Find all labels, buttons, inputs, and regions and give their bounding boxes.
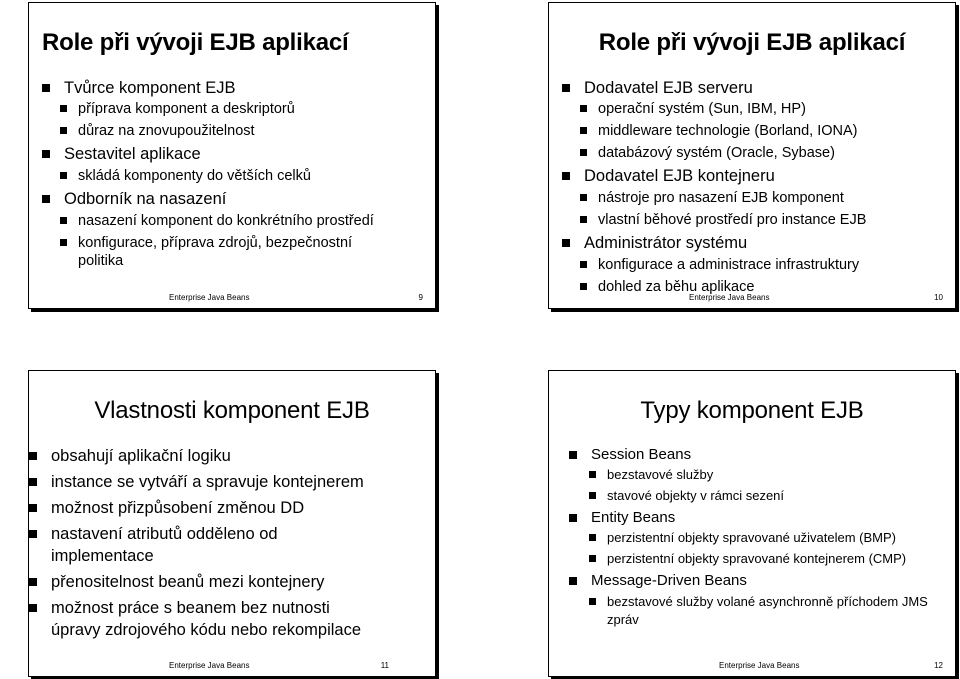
list-item: perzistentní objekty spravované uživatelem (BMP) bbox=[589, 529, 896, 547]
page-number: 9 bbox=[418, 293, 423, 302]
list-item-continuation: politika bbox=[78, 253, 124, 269]
bullet-icon bbox=[42, 84, 50, 92]
list-item: Administrátor systému bbox=[562, 233, 747, 253]
bullet-icon bbox=[569, 514, 577, 522]
list-item: přenositelnost beanů mezi kontejnery bbox=[29, 572, 324, 592]
list-item: Tvůrce komponent EJB bbox=[42, 78, 236, 98]
bullet-icon bbox=[562, 84, 570, 92]
bullet-icon bbox=[569, 577, 577, 585]
list-item: důraz na znovupoužitelnost bbox=[60, 122, 255, 140]
bullet-icon bbox=[562, 172, 570, 180]
list-item: instance se vytváří a spravuje kontejnerem bbox=[29, 472, 364, 492]
list-item: příprava komponent a deskriptorů bbox=[60, 100, 295, 118]
bullet-icon bbox=[562, 239, 570, 247]
list-item: Session Beans bbox=[569, 445, 691, 465]
slide-footer: Enterprise Java Beans bbox=[169, 293, 250, 302]
page-number: 12 bbox=[934, 661, 943, 670]
bullet-icon bbox=[29, 478, 37, 486]
list-item: konfigurace, příprava zdrojů, bezpečnostní bbox=[60, 234, 352, 252]
bullet-icon bbox=[29, 530, 37, 538]
bullet-icon bbox=[580, 261, 587, 268]
list-item: vlastní běhové prostředí pro instance EJB bbox=[580, 211, 866, 229]
bullet-icon bbox=[589, 555, 596, 562]
list-item: dohled za běhu aplikace bbox=[580, 278, 754, 296]
bullet-icon bbox=[42, 195, 50, 203]
bullet-icon bbox=[60, 217, 67, 224]
bullet-icon bbox=[589, 598, 596, 605]
bullet-icon bbox=[60, 105, 67, 112]
list-item: stavové objekty v rámci sezení bbox=[589, 487, 784, 505]
list-item: Odborník na nasazení bbox=[42, 189, 226, 209]
slide-title: Vlastnosti komponent EJB bbox=[94, 397, 370, 424]
bullet-icon bbox=[60, 172, 67, 179]
slide-title: Role při vývoji EJB aplikací bbox=[598, 29, 906, 56]
list-item: bezstavové služby volané asynchronně příchodem JMS bbox=[589, 593, 928, 611]
list-item: Dodavatel EJB kontejneru bbox=[562, 166, 775, 186]
list-item: middleware technologie (Borland, IONA) bbox=[580, 122, 858, 140]
bullet-icon bbox=[580, 194, 587, 201]
bullet-icon bbox=[580, 127, 587, 134]
bullet-icon bbox=[569, 451, 577, 459]
list-item-continuation: úpravy zdrojového kódu nebo rekompilace bbox=[51, 621, 362, 639]
bullet-icon bbox=[580, 105, 587, 112]
list-item: skládá komponenty do větších celků bbox=[60, 167, 311, 185]
slide-11 bbox=[28, 370, 436, 677]
bullet-icon bbox=[29, 452, 37, 460]
slide-footer: Enterprise Java Beans bbox=[169, 661, 250, 670]
slide-12 bbox=[548, 370, 956, 677]
slide-10 bbox=[548, 2, 956, 309]
list-item: operační systém (Sun, IBM, HP) bbox=[580, 100, 806, 118]
slide-footer: Enterprise Java Beans bbox=[719, 661, 800, 670]
slide-title: Role při vývoji EJB aplikací bbox=[42, 29, 349, 56]
bullet-icon bbox=[42, 150, 50, 158]
bullet-icon bbox=[580, 216, 587, 223]
bullet-icon bbox=[580, 149, 587, 156]
bullet-icon bbox=[60, 239, 67, 246]
bullet-icon bbox=[580, 283, 587, 290]
list-item: Entity Beans bbox=[569, 508, 675, 528]
list-item-continuation: implementace bbox=[51, 547, 154, 565]
bullet-icon bbox=[29, 604, 37, 612]
page-number: 10 bbox=[934, 293, 943, 302]
bullet-icon bbox=[589, 492, 596, 499]
bullet-icon bbox=[589, 534, 596, 541]
list-item: možnost práce s beanem bez nutnosti bbox=[29, 598, 330, 618]
list-item: obsahují aplikační logiku bbox=[29, 446, 231, 466]
bullet-icon bbox=[29, 578, 37, 586]
slide-title: Typy komponent EJB bbox=[640, 397, 864, 424]
list-item: nástroje pro nasazení EJB komponent bbox=[580, 189, 844, 207]
bullet-icon bbox=[589, 471, 596, 478]
list-item: bezstavové služby bbox=[589, 466, 713, 484]
list-item: perzistentní objekty spravované kontejnerem (CMP) bbox=[589, 550, 906, 568]
list-item: Dodavatel EJB serveru bbox=[562, 78, 753, 98]
list-item: nasazení komponent do konkrétního prostředí bbox=[60, 212, 374, 230]
list-item-continuation: zpráv bbox=[607, 612, 639, 627]
list-item: možnost přizpůsobení změnou DD bbox=[29, 498, 304, 518]
list-item: nastavení atributů odděleno od bbox=[29, 524, 278, 544]
list-item: databázový systém (Oracle, Sybase) bbox=[580, 144, 835, 162]
slide-9 bbox=[28, 2, 436, 309]
list-item: Message-Driven Beans bbox=[569, 571, 747, 591]
page-number: 11 bbox=[380, 661, 389, 670]
bullet-icon bbox=[60, 127, 67, 134]
bullet-icon bbox=[29, 504, 37, 512]
slide-footer: Enterprise Java Beans bbox=[689, 293, 770, 302]
list-item: konfigurace a administrace infrastruktury bbox=[580, 256, 859, 274]
list-item: Sestavitel aplikace bbox=[42, 144, 201, 164]
